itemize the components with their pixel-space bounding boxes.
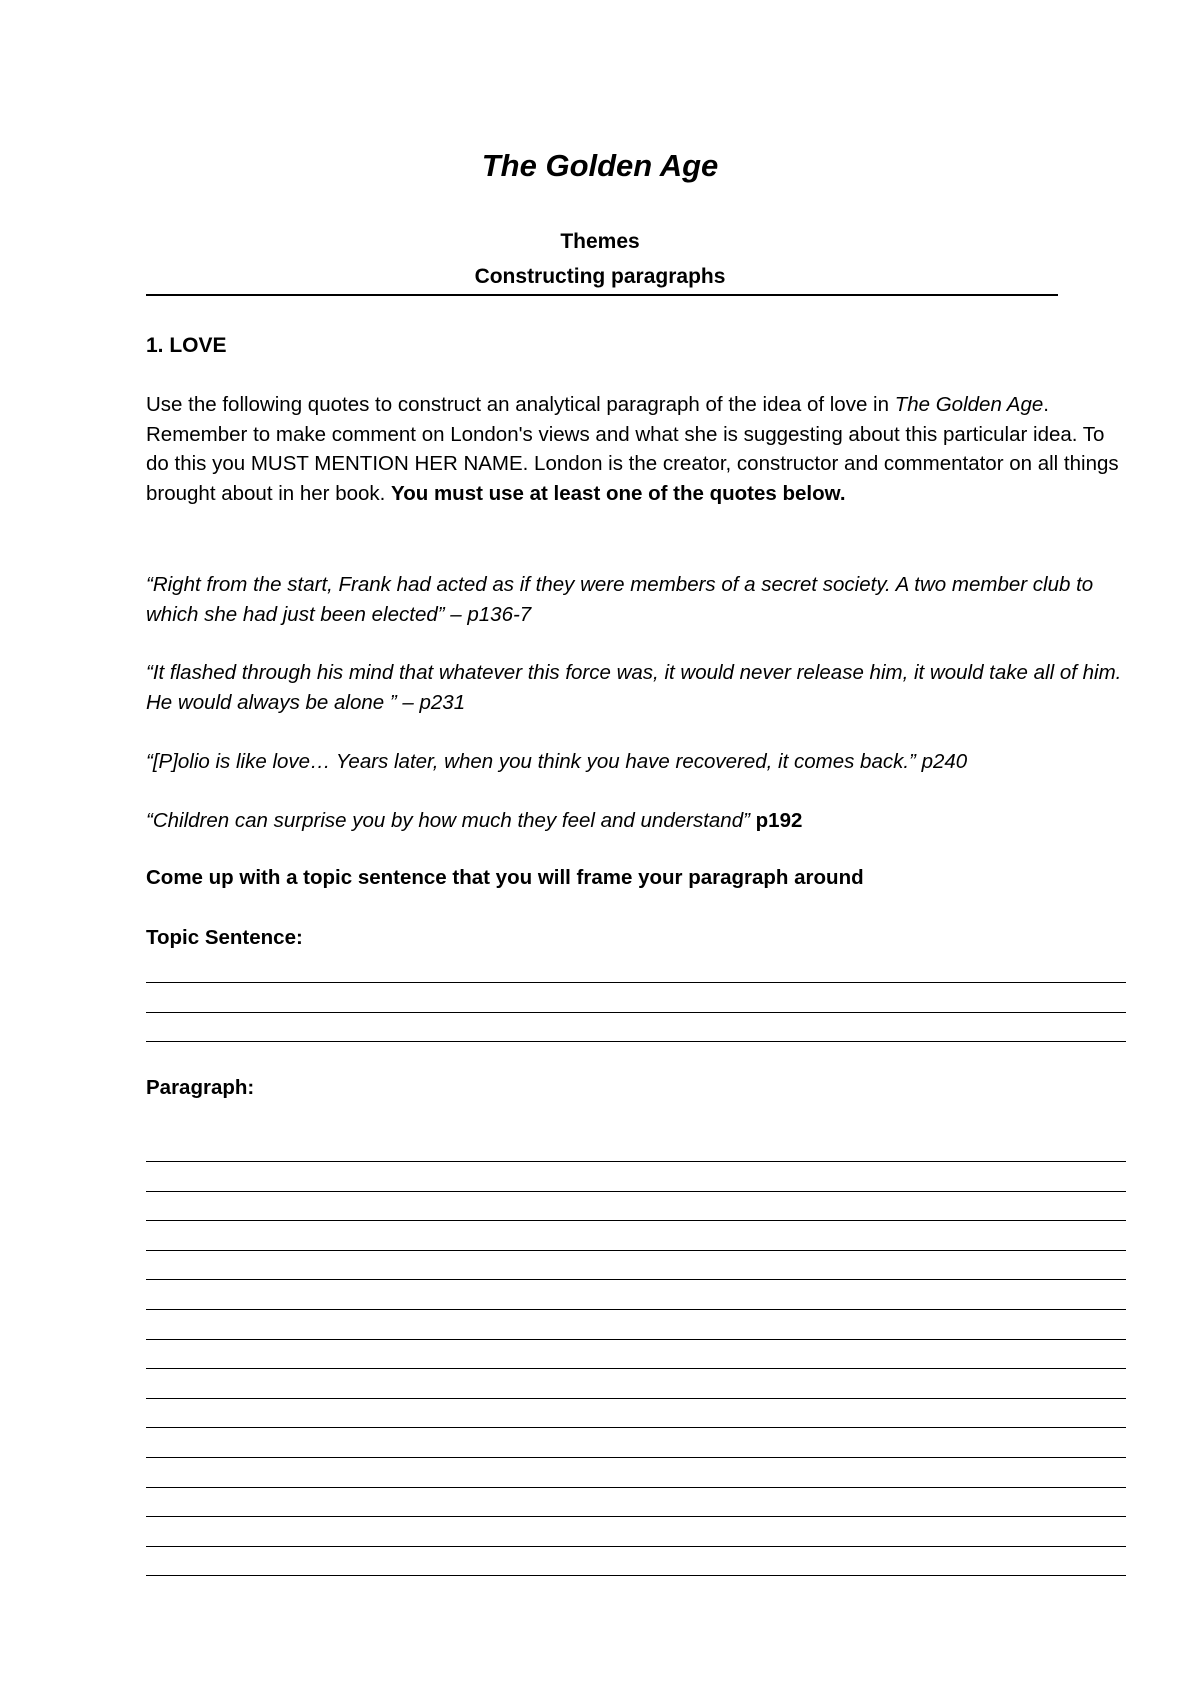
- paragraph-write-line: [146, 1191, 1126, 1192]
- instructions-text-1: Use the following quotes to construct an analytical paragraph of the idea of love in: [146, 393, 895, 416]
- paragraph-write-line: [146, 1309, 1126, 1310]
- quote-4-page-ref: p192: [755, 809, 803, 832]
- paragraph-write-line: [146, 1487, 1126, 1488]
- paragraph-write-line: [146, 1161, 1126, 1162]
- paragraph-write-line: [146, 1457, 1126, 1458]
- quote-1: [146, 570, 1126, 629]
- paragraph-write-line: [146, 1250, 1126, 1251]
- paragraph-write-line: [146, 1368, 1126, 1369]
- paragraph-write-line: [146, 1516, 1126, 1517]
- topic-sentence-label: Topic Sentence:: [146, 926, 303, 949]
- quote-2: [146, 658, 1126, 717]
- subtitle-themes: Themes: [560, 230, 640, 253]
- instructions-emphasis: You must use at least one of the quotes below.: [391, 481, 846, 505]
- paragraph-write-line: [146, 1398, 1126, 1399]
- document-title: The Golden Age: [481, 148, 719, 183]
- instructions-text-2: . Remember to make comment on London's views and what she is suggesting about this particular idea. To do this you MUST MENTION HER NAME. London is the creator, constructor and commentator on all things brought about in her book.: [146, 393, 1119, 505]
- paragraph-write-line: [146, 1575, 1126, 1576]
- quote-2-text: “It flashed through his mind that whatever this force was, it would never release him, it would take all of him. He would always be alone ” – p231: [146, 661, 1122, 714]
- topic-write-line: [146, 1012, 1126, 1013]
- topic-write-line: [146, 1041, 1126, 1042]
- quote-3-text: “[P]olio is like love… Years later, when you think you have recovered, it comes back.” p240: [146, 750, 968, 773]
- quote-1-text: “Right from the start, Frank had acted as if they were members of a secret society. A two member club to which she had just been elected” – p136-7: [146, 573, 1094, 626]
- header-divider: [146, 294, 1058, 296]
- section-heading: 1. LOVE: [146, 334, 227, 357]
- quote-4-text: “Children can surprise you by how much they feel and understand”: [146, 809, 756, 832]
- paragraph-label: Paragraph:: [146, 1076, 255, 1099]
- paragraph-write-line: [146, 1427, 1126, 1428]
- topic-write-line: [146, 982, 1126, 983]
- quote-4: [146, 806, 1126, 836]
- paragraph-write-line: [146, 1339, 1126, 1340]
- paragraph-write-line: [146, 1220, 1126, 1221]
- instructions-book-title: The Golden Age: [894, 393, 1044, 416]
- paragraph-write-line: [146, 1546, 1126, 1547]
- quote-3: [146, 747, 1126, 777]
- subtitle-constructing-paragraphs: Constructing paragraphs: [474, 265, 726, 288]
- instructions-paragraph: [146, 390, 1126, 508]
- paragraph-write-line: [146, 1279, 1126, 1280]
- topic-prompt: Come up with a topic sentence that you will frame your paragraph around: [146, 866, 864, 889]
